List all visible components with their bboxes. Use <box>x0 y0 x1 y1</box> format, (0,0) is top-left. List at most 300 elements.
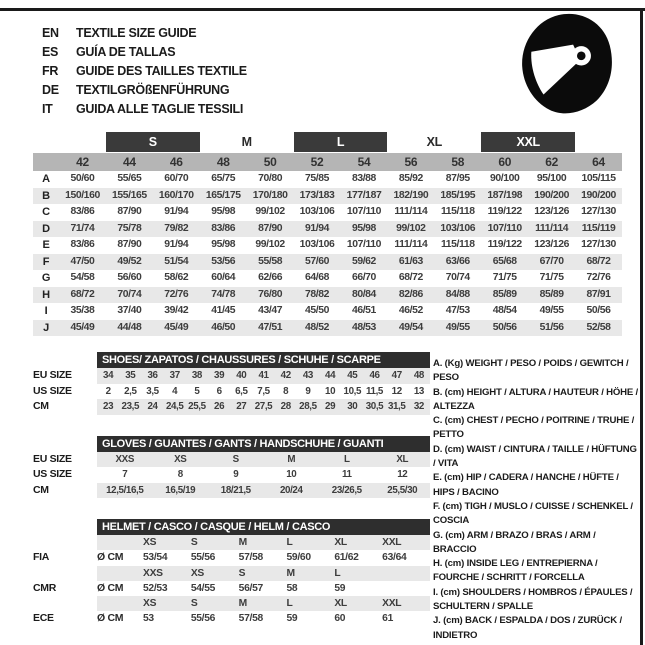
legend-item <box>433 386 638 415</box>
size-value: 60/64 <box>211 272 236 283</box>
value-cell: 53 <box>143 613 154 625</box>
value-cell: M <box>287 453 296 465</box>
legend-text: BACK / ESPALDA / DOS / ZURÜCK / INDIETRO <box>433 615 622 641</box>
language-code: EN <box>42 26 59 40</box>
size-value: 75/78 <box>117 222 142 234</box>
size-value: 103/106 <box>299 206 335 217</box>
size-value: 68/72 <box>398 272 423 283</box>
size-column-header: 60 <box>498 155 512 169</box>
size-label-cell <box>382 566 430 581</box>
value-cell: 32 <box>413 401 424 412</box>
legend-item <box>433 529 638 558</box>
value-cell: 23 <box>103 401 114 412</box>
shoes-row <box>33 368 430 384</box>
size-value: 155/165 <box>111 189 147 201</box>
size-value: 67/70 <box>539 255 564 267</box>
size-value: 90/100 <box>490 173 520 184</box>
gloves-size-table <box>33 436 430 499</box>
value-cell: 59/60 <box>286 552 311 564</box>
size-label-cell: XXL <box>382 537 402 548</box>
row-label <box>33 535 97 550</box>
legend-letter: C. <box>433 415 443 427</box>
size-label-cell: XL <box>334 537 347 548</box>
size-value: 173/183 <box>299 189 335 201</box>
row-letter: E <box>42 239 50 251</box>
size-column-header: 56 <box>404 155 418 169</box>
value-cell: 9 <box>305 385 311 397</box>
legend-unit: (Kg) <box>444 358 464 369</box>
value-cell: 10,5 <box>343 385 362 397</box>
legend-text: INSIDE LEG / ENTREPIERNA / FOURCHE / SCHRITT / FORCELLA <box>433 558 598 584</box>
value-cell: 53/54 <box>143 552 168 564</box>
size-value: 70/80 <box>258 173 283 184</box>
language-code: DE <box>42 83 59 97</box>
size-value: 46/50 <box>211 321 236 333</box>
size-value: 59/62 <box>351 255 376 267</box>
size-value: 80/84 <box>351 288 376 300</box>
value-cell: 12 <box>391 385 402 397</box>
size-value: 37/40 <box>117 305 142 316</box>
language-row <box>42 100 247 119</box>
size-value: 95/98 <box>351 222 376 234</box>
value-cell: 57/58 <box>238 552 263 564</box>
value-cell: 20/24 <box>279 484 303 496</box>
size-column-header: 62 <box>545 155 558 169</box>
value-cell: 11 <box>341 469 352 480</box>
size-value: 52/58 <box>586 321 611 333</box>
size-value: 123/126 <box>534 239 569 250</box>
value-cell: XL <box>396 453 409 465</box>
shoes-row <box>33 384 430 400</box>
legend-item <box>433 414 638 443</box>
size-value: 119/122 <box>487 206 522 217</box>
value-cell: 12,5/16,5 <box>106 484 144 496</box>
size-value: 127/130 <box>581 239 616 250</box>
legend-letter: A. <box>433 358 443 369</box>
row-letter: F <box>42 255 50 268</box>
language-label: GUÍA DE TALLAS <box>76 45 176 59</box>
size-column-header: 48 <box>216 155 230 169</box>
value-cell: 61/62 <box>334 552 359 564</box>
value-cell: 52/53 <box>143 582 168 594</box>
size-value: 68/72 <box>70 288 95 300</box>
size-value: 51/56 <box>539 321 564 333</box>
measurement-rows <box>33 171 622 336</box>
value-cell: 13 <box>413 385 424 397</box>
legend-unit: (cm) <box>444 386 465 398</box>
size-value: 84/88 <box>445 288 470 300</box>
language-label: GUIDE DES TAILLES TEXTILE <box>76 64 247 78</box>
unit-cell <box>97 596 143 611</box>
row-label: US SIZE <box>33 384 72 397</box>
row-label: EU SIZE <box>33 369 72 381</box>
size-value: 70/74 <box>445 272 470 283</box>
size-label-cell: S <box>238 567 246 579</box>
size-value: 45/49 <box>70 321 95 333</box>
legend-letter: D. <box>433 443 443 455</box>
size-column-header: 42 <box>76 155 89 169</box>
value-cell: 42 <box>280 370 291 381</box>
value-cell: 2 <box>105 385 111 397</box>
size-label-cell: XXL <box>382 598 402 610</box>
row-label <box>33 596 97 611</box>
measure-row-g <box>33 270 622 287</box>
helmet-sizes-row-ece <box>33 596 430 611</box>
size-value: 83/86 <box>70 206 95 217</box>
legend-text: ARM / BRAZO / BRAS / ARM / BRACCIO <box>433 529 596 555</box>
size-value: 63/66 <box>445 255 470 267</box>
size-value: 103/106 <box>440 222 476 234</box>
size-value: 103/106 <box>299 239 335 250</box>
size-value: 65/68 <box>492 255 517 267</box>
size-value: 50/60 <box>70 173 95 184</box>
value-cell: 44 <box>325 370 336 381</box>
value-cell: 25,5/30 <box>387 484 418 496</box>
legend-unit: (cm) <box>443 615 463 627</box>
legend-text: WEIGHT / PESO / POIDS / GEWITCH / PESO <box>433 358 629 384</box>
value-cell: 40 <box>236 370 247 381</box>
standard-label: FIA <box>33 551 50 564</box>
helmet-size-table <box>33 519 430 627</box>
size-value: 160/170 <box>158 189 194 201</box>
size-column-header: 46 <box>169 155 183 169</box>
row-letter: H <box>42 288 50 301</box>
value-cell: XS <box>174 453 187 465</box>
legend-unit: (cm) <box>445 529 465 541</box>
value-cell: 43 <box>302 370 313 381</box>
size-value: 95/98 <box>211 206 236 217</box>
size-value: 99/102 <box>255 206 285 217</box>
size-value: 111/114 <box>535 222 569 234</box>
legend-unit: (cm) <box>444 558 465 570</box>
unit-cell <box>97 535 143 550</box>
size-value: 95/98 <box>211 239 236 250</box>
value-cell: 16,5/19 <box>165 484 196 496</box>
size-group-m: M <box>241 135 252 149</box>
size-value: 49/55 <box>539 305 564 316</box>
language-row <box>42 24 247 43</box>
size-column-header: 64 <box>592 155 605 169</box>
size-value: 111/114 <box>394 239 428 250</box>
size-value: 87/90 <box>117 239 142 250</box>
size-value: 72/76 <box>586 272 611 283</box>
row-letter: I <box>44 305 48 317</box>
size-value: 85/92 <box>398 173 423 184</box>
size-value: 85/89 <box>492 288 517 300</box>
value-cell: 55/56 <box>190 552 216 564</box>
value-cell: 7,5 <box>257 385 270 397</box>
legend-letter: G. <box>433 529 443 541</box>
measure-row-a <box>33 171 622 188</box>
value-cell: 56/57 <box>238 582 263 594</box>
measurement-legend <box>433 357 638 643</box>
size-value: 107/110 <box>346 206 382 217</box>
size-value: 47/53 <box>445 305 470 316</box>
size-value: 57/60 <box>305 255 330 267</box>
value-cell: 46 <box>369 370 380 381</box>
value-cell: 48 <box>413 370 424 381</box>
helmet-icon <box>516 12 618 118</box>
size-value: 72/76 <box>164 288 189 300</box>
helmet-title-bar: HELMET / CASCO / CASQUE / HELM / CASCO <box>97 519 430 535</box>
size-value: 50/56 <box>586 305 611 316</box>
size-value: 119/122 <box>487 239 522 250</box>
legend-text: HEIGHT / ALTURA / HAUTEUR / HÖHE / ALTEZZA <box>433 386 639 412</box>
measure-row-j <box>33 320 622 337</box>
value-cell: 6 <box>216 385 222 397</box>
top-border-line <box>0 8 645 11</box>
size-value: 49/55 <box>445 321 470 333</box>
size-value: 87/91 <box>586 288 611 300</box>
size-value: 82/86 <box>398 288 423 300</box>
size-value: 127/130 <box>581 206 616 217</box>
language-row <box>42 43 247 62</box>
gloves-row <box>33 467 430 483</box>
size-value: 44/48 <box>117 321 142 333</box>
size-value: 64/68 <box>305 272 330 283</box>
value-cell: 60 <box>334 613 346 625</box>
measure-row-f <box>33 254 622 271</box>
size-value: 48/52 <box>305 321 330 333</box>
value-cell: 28 <box>280 401 291 412</box>
size-value: 87/95 <box>445 173 470 184</box>
unit-cell <box>97 566 143 581</box>
legend-item <box>433 557 638 586</box>
legend-item <box>433 471 638 500</box>
size-value: 123/126 <box>534 206 569 217</box>
value-cell: 27 <box>236 401 247 412</box>
size-value: 185/195 <box>440 189 476 201</box>
legend-text: SHOULDERS / HOMBROS / ÉPAULES / SCHULTERN / SPALLE <box>433 586 633 613</box>
measure-row-e <box>33 237 622 254</box>
value-cell: L <box>343 453 350 465</box>
size-label-cell: XXS <box>143 567 163 579</box>
value-cell: 41 <box>258 370 269 381</box>
language-label: TEXTILGRÖßENFÜHRUNG <box>76 83 230 97</box>
size-value: 41/45 <box>211 305 236 316</box>
legend-text: WAIST / CINTURA / TAILLE / HÜFTUNG / VITA <box>433 443 637 470</box>
value-cell: 5 <box>194 385 200 397</box>
legend-letter: I. <box>433 586 438 598</box>
size-value: 39/42 <box>164 305 189 316</box>
value-cell: 59 <box>286 613 298 625</box>
row-letter: B <box>42 189 50 202</box>
size-value: 79/82 <box>164 222 189 234</box>
value-cell: 30 <box>347 401 358 412</box>
size-value: 68/72 <box>586 255 611 267</box>
row-label: CM <box>33 400 49 412</box>
value-cell: 24 <box>147 401 158 412</box>
size-value: 187/198 <box>487 189 523 201</box>
language-code: FR <box>42 64 59 78</box>
value-cell <box>382 581 430 596</box>
row-label: US SIZE <box>33 468 72 480</box>
size-value: 46/51 <box>351 305 376 316</box>
size-value: 170/180 <box>252 189 288 201</box>
row-label: CM <box>33 483 49 496</box>
helmet-values-row-ece <box>33 611 430 626</box>
size-value: 105/115 <box>581 173 616 184</box>
size-value: 60/70 <box>164 173 189 184</box>
value-cell: 25,5 <box>188 401 206 412</box>
unit-cell: Ø CM <box>97 551 124 564</box>
size-value: 115/118 <box>440 206 475 217</box>
legend-text: CHEST / PECHO / POITRINE / TRUHE / PETTO <box>433 415 635 441</box>
size-value: 190/200 <box>534 189 569 201</box>
language-row <box>42 62 247 81</box>
size-value: 165/175 <box>205 189 241 201</box>
legend-item <box>433 586 638 615</box>
size-value: 48/53 <box>351 321 376 333</box>
row-letter: C <box>42 206 50 218</box>
size-number-row <box>33 153 622 171</box>
accessory-tables <box>33 352 430 645</box>
size-value: 76/80 <box>258 288 283 300</box>
size-value: 53/56 <box>211 255 236 267</box>
row-letter: J <box>43 321 49 334</box>
size-value: 177/187 <box>346 189 382 201</box>
size-column-header: 44 <box>122 155 136 169</box>
size-label-cell: XS <box>190 567 204 579</box>
legend-unit: (cm) <box>444 472 464 484</box>
gloves-row <box>33 452 430 468</box>
language-row <box>42 81 247 100</box>
size-value: 74/78 <box>211 288 236 300</box>
row-letter: A <box>42 173 50 185</box>
size-value: 51/54 <box>164 255 189 267</box>
value-cell: 45 <box>347 370 358 381</box>
size-value: 83/86 <box>70 239 95 250</box>
value-cell: 23,5 <box>121 401 140 412</box>
size-column-header: 52 <box>310 155 324 169</box>
size-group-l: L <box>294 132 388 152</box>
size-value: 190/200 <box>581 189 616 201</box>
size-value: 91/94 <box>164 206 189 217</box>
size-value: 99/102 <box>255 239 285 250</box>
size-value: 71/74 <box>70 222 95 234</box>
size-value: 83/88 <box>351 173 376 184</box>
size-value: 87/90 <box>258 222 283 234</box>
legend-letter: J. <box>433 615 441 627</box>
size-value: 75/85 <box>305 173 330 184</box>
size-value: 54/58 <box>70 272 95 283</box>
row-label <box>33 566 97 581</box>
value-cell: 2,5 <box>124 385 137 397</box>
size-value: 107/110 <box>487 222 522 234</box>
size-value: 115/119 <box>581 222 616 234</box>
size-value: 65/75 <box>211 173 236 184</box>
corner-cell <box>33 153 59 171</box>
value-cell: 59 <box>334 582 346 594</box>
value-cell: 63/64 <box>382 552 407 564</box>
legend-unit: (cm) <box>440 586 460 598</box>
value-cell: S <box>232 453 239 465</box>
unit-cell: Ø CM <box>97 612 124 625</box>
size-value: 150/160 <box>65 189 100 201</box>
legend-text: HIP / CADERA / HANCHE / HÜFTE / HIPS / BACINO <box>433 472 619 498</box>
value-cell: 26 <box>214 401 225 412</box>
language-list <box>42 24 247 119</box>
value-cell: 38 <box>191 370 202 381</box>
standard-label: CMR <box>33 581 57 594</box>
value-cell: 10 <box>286 469 297 480</box>
value-cell: 31,5 <box>387 401 406 412</box>
value-cell: 29 <box>325 401 336 412</box>
legend-unit: (cm) <box>444 443 465 455</box>
size-label-cell: XL <box>334 598 347 610</box>
size-group-s: S <box>106 132 200 152</box>
language-label: GUIDA ALLE TAGLIE TESSILI <box>76 102 244 116</box>
value-cell: 61 <box>382 613 394 625</box>
language-code: ES <box>42 45 59 59</box>
size-value: 48/54 <box>492 305 517 316</box>
size-value: 85/89 <box>539 288 564 300</box>
value-cell: 3,5 <box>146 385 159 397</box>
value-cell: 8 <box>283 385 289 397</box>
size-label-cell: XS <box>143 537 157 548</box>
value-cell: 35 <box>125 370 136 381</box>
value-cell: 10 <box>325 385 336 397</box>
value-cell: 34 <box>103 370 114 381</box>
size-label-cell: L <box>334 567 341 579</box>
size-value: 45/50 <box>305 305 330 316</box>
size-value: 182/190 <box>393 189 429 201</box>
legend-text: TIGH / MUSLO / CUISSE / SCHENKEL / COSCIA <box>433 500 633 527</box>
size-value: 43/47 <box>258 305 283 316</box>
size-value: 87/90 <box>117 206 142 217</box>
size-value: 71/75 <box>492 272 517 283</box>
legend-unit: (cm) <box>442 500 462 512</box>
value-cell: 30,5 <box>365 401 384 412</box>
size-value: 62/66 <box>258 272 283 283</box>
row-letter: G <box>41 272 51 284</box>
value-cell: 39 <box>214 370 225 381</box>
size-group-header-row <box>33 132 622 153</box>
row-letter: D <box>42 222 50 235</box>
legend-item <box>433 614 638 643</box>
helmet-values-row-fia <box>33 550 430 565</box>
helmet-sizes-row-fia <box>33 535 430 550</box>
size-value: 70/74 <box>117 288 142 300</box>
size-value: 66/70 <box>351 272 376 283</box>
size-value: 95/100 <box>536 173 567 184</box>
shoes-row <box>33 399 430 415</box>
size-value: 115/118 <box>440 239 475 250</box>
legend-letter: E. <box>433 472 442 484</box>
value-cell: 6,5 <box>235 385 248 397</box>
size-value: 56/60 <box>117 272 142 283</box>
size-value: 46/52 <box>398 305 423 316</box>
shoes-title-bar: SHOES/ ZAPATOS / CHAUSSURES / SCHUHE / SCARPE <box>97 352 430 368</box>
size-value: 58/62 <box>164 272 189 283</box>
size-value: 91/94 <box>305 222 330 234</box>
size-value: 49/52 <box>117 255 142 267</box>
size-value: 55/58 <box>258 255 283 267</box>
size-value: 55/65 <box>117 173 142 184</box>
size-value: 61/63 <box>398 255 423 267</box>
gloves-row <box>33 483 430 499</box>
legend-item <box>433 357 638 386</box>
size-value: 35/38 <box>70 305 95 316</box>
measure-row-h <box>33 287 622 304</box>
legend-letter: B. <box>433 386 443 398</box>
value-cell: 9 <box>233 469 239 480</box>
size-value: 83/86 <box>211 222 236 234</box>
size-value: 45/49 <box>164 321 189 333</box>
value-cell: 57/58 <box>238 613 263 625</box>
size-label-cell: L <box>286 598 293 610</box>
value-cell: 8 <box>177 469 183 480</box>
